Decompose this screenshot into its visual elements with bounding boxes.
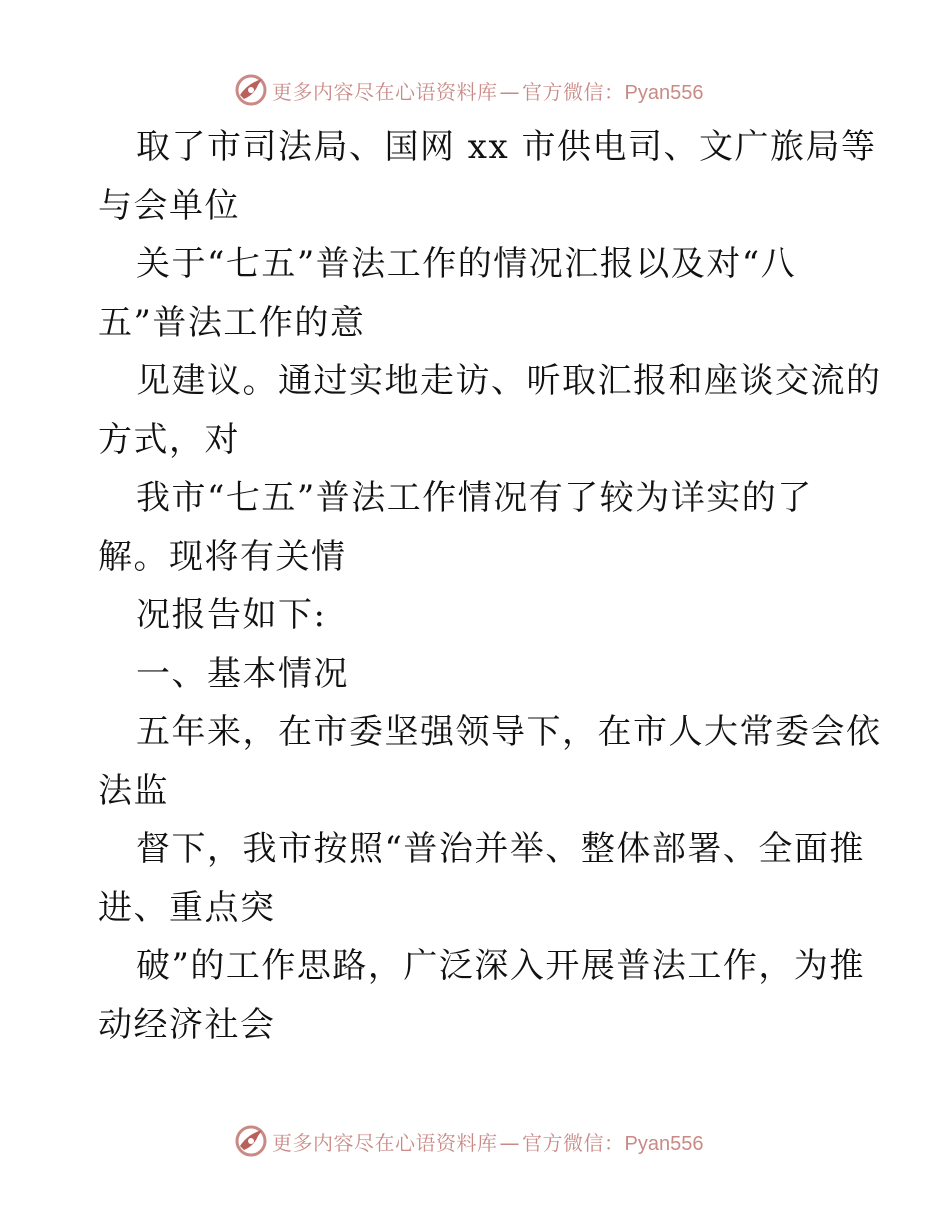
footer-watermark	[234, 1123, 714, 1159]
text-line: 进、重点突	[98, 887, 276, 928]
text-line: 五”普法工作的意	[98, 302, 366, 343]
watermark-wechat-label: 官方微信：	[522, 1130, 625, 1155]
text-line: 动经济社会	[98, 1004, 276, 1045]
pen-nib-circle-icon	[234, 73, 268, 107]
text-line: 关于“七五”普法工作的情况汇报以及对“八	[136, 244, 797, 284]
text-line: 取了市司法局、国网 xx 市供电司、文广旅局等	[136, 127, 877, 167]
watermark-dash: —	[499, 79, 520, 104]
text-line: 五年来，在市委坚强领导下，在市人大常委会依	[136, 712, 882, 752]
text-line: 督下，我市按照“普治并举、整体部署、全面推	[136, 829, 865, 869]
watermark-text	[272, 1127, 703, 1156]
pen-nib-circle-icon	[234, 1124, 268, 1158]
header-watermark	[234, 72, 714, 108]
text-line: 见建议。通过实地走访、听取汇报和座谈交流的	[136, 361, 882, 401]
text-line: 况报告如下:	[136, 595, 327, 635]
watermark-wechat-label: 官方微信：	[522, 79, 625, 104]
document-body	[98, 118, 882, 1054]
watermark-cn-text: 更多内容尽在心语资料库	[272, 79, 498, 104]
watermark-text	[272, 76, 703, 105]
text-line: 法监	[98, 770, 169, 811]
text-line: 方式，对	[98, 419, 240, 460]
text-line: 解。现将有关情	[98, 536, 347, 577]
text-line: 一、基本情况	[136, 653, 349, 694]
text-line: 我市“七五”普法工作情况有了较为详实的了	[136, 478, 813, 518]
watermark-dash: —	[499, 1130, 520, 1155]
watermark-cn-text: 更多内容尽在心语资料库	[272, 1130, 498, 1155]
watermark-wechat-id: Pyan556	[624, 81, 704, 104]
watermark-wechat-id: Pyan556	[624, 1132, 704, 1155]
text-line: 破”的工作思路，广泛深入开展普法工作，为推	[136, 946, 865, 986]
text-line: 与会单位	[98, 185, 240, 226]
